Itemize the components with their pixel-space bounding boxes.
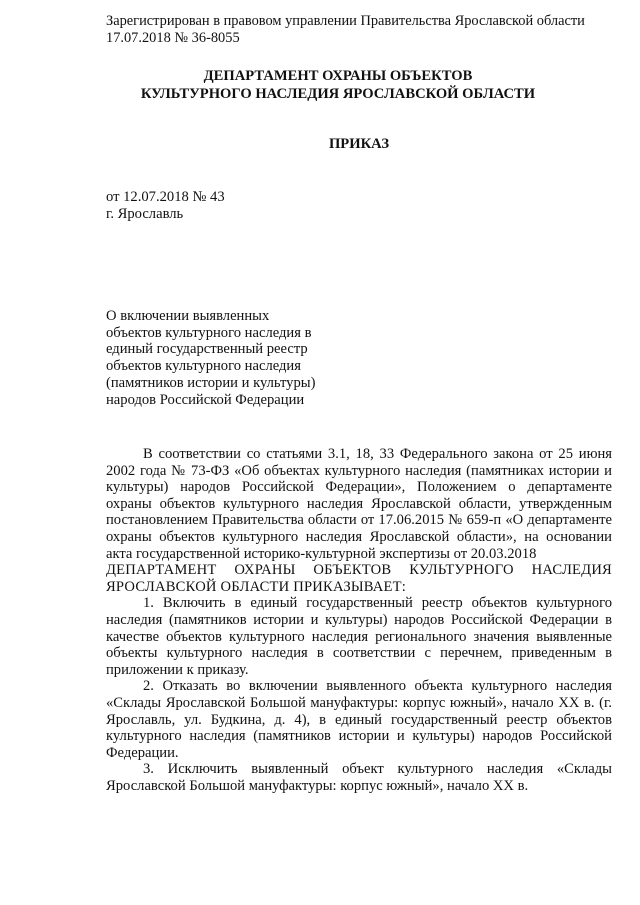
department-line-1: ДЕПАРТАМЕНТ ОХРАНЫ ОБЪЕКТОВ [203, 68, 473, 84]
enacting-clause: ДЕПАРТАМЕНТ ОХРАНЫ ОБЪЕКТОВ КУЛЬТУРНОГО НАСЛЕДИЯ ЯРОСЛАВСКОЙ ОБЛАСТИ ПРИКАЗЫВАЕТ: [106, 562, 612, 595]
order-item-2: 2. Отказать во включении выявленного объекта культурного наследия «Склады Ярославской Большой мануфактуры: корпус южный», начало XX в. (г. Ярославль, ул. Будкина, д. 4), в единый государственный реестр объектов культурного наследия (памятников истории и культуры) народов Российской Федерации. [106, 678, 612, 761]
preamble-paragraph: В соответствии со статьями 3.1, 18, 33 Федерального закона от 25 июня 2002 года № 73-ФЗ «Об объектах культурного наследия (памятниках истории и культуры) народов Российской Федерации», Положением о департаменте охраны объектов культурного наследия Ярославской области, утвержденным постановлением Правительства области от 17.06.2015 № 659-п «О департаменте охраны объектов культурного наследия Ярославской области», на основании акта государственной историко-культурной экспертизы от 20.03.2018 [106, 446, 612, 562]
department-line-2: КУЛЬТУРНОГО НАСЛЕДИЯ ЯРОСЛАВСКОЙ ОБЛАСТИ [140, 86, 536, 102]
registration-stamp [106, 13, 585, 47]
subject-line: (памятников истории и культуры) [106, 374, 316, 391]
subject-line: объектов культурного наследия [106, 358, 301, 375]
order-subject [106, 308, 346, 408]
registration-line-1: Зарегистрирован в правовом управлении Правительства Ярославской области [106, 13, 585, 29]
subject-line: объектов культурного наследия в [106, 324, 312, 341]
department-heading [0, 67, 640, 103]
registration-line-2: 17.07.2018 № 36-8055 [106, 30, 240, 46]
order-meta [106, 189, 225, 223]
order-item-3: 3. Исключить выявленный объект культурного наследия «Склады Ярославской Большой мануфактуры: корпус южный», начало XX в. [106, 761, 612, 794]
order-body [106, 446, 612, 794]
order-city: г. Ярославль [106, 206, 184, 222]
subject-line: единый государственный реестр [106, 341, 308, 358]
order-date-number: от 12.07.2018 № 43 [106, 189, 225, 205]
subject-line: народов Российской Федерации [106, 391, 305, 408]
order-item-1: 1. Включить в единый государственный реестр объектов культурного наследия (памятников истории и культуры) народов Российской Федерации в качестве объектов культурного наследия регионального значения выявленные объекты культурного наследия в соответствии с перечнем, приведенным в приложении к приказу. [106, 595, 612, 678]
document-type-title: ПРИКАЗ [328, 136, 390, 152]
subject-line: О включении выявленных [106, 308, 270, 324]
